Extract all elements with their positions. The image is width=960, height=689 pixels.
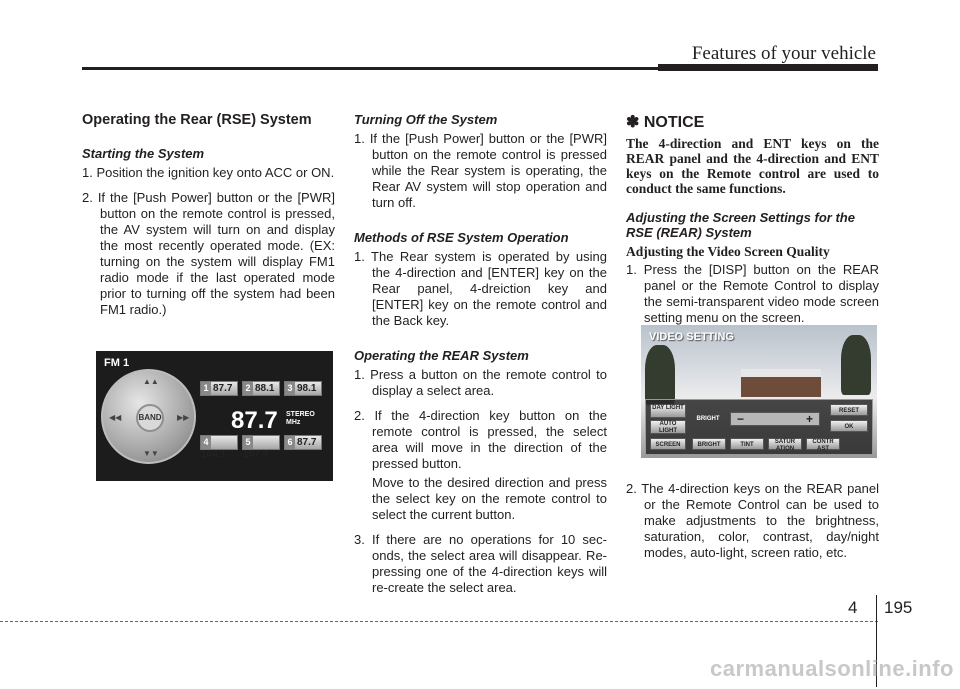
subsection-video-quality: Adjusting the Video Screen Quality <box>626 244 830 259</box>
notice-title: ✽ NOTICE <box>626 114 705 131</box>
plus-icon: + <box>805 412 813 426</box>
frequency-display: 87.7 <box>231 407 278 434</box>
notice-body: The 4-direction and ENT keys on the REAR panel and the 4-direction and ENT keys on the Remote control are used to conduct the same functions. <box>626 136 879 196</box>
list-item: 2. If the 4-direction key button on the remote control is pressed, the select area will move in the direction of the pressed button. <box>354 408 607 471</box>
list-item: 1. Position the ignition key onto ACC or ON. <box>82 165 335 180</box>
bright-tab: BRIGHT <box>692 438 726 450</box>
contrast-tab: CONTR AST <box>806 438 840 450</box>
tint-tab: TINT <box>730 438 764 450</box>
list-item: 1. Press a button on the remote control to display a select area. <box>354 367 607 398</box>
preset-button: 6 87.7 <box>284 435 322 450</box>
day-light-button: DAY LIGHT <box>650 404 686 418</box>
video-setting-image <box>641 325 877 458</box>
band-button: BAND <box>136 404 164 432</box>
house-shape <box>741 369 821 397</box>
prev-icon: ◀◀ <box>109 413 122 422</box>
subsection-starting: Starting the System <box>82 146 205 161</box>
footer-rule <box>0 621 878 622</box>
next-icon: ▶▶ <box>177 413 190 422</box>
running-header: Features of your vehicle <box>691 43 876 64</box>
bright-label: BRIGHT <box>696 416 720 422</box>
list-item: 2. If the [Push Power] button or the [PWR] button on the remote control is pressed, the AV system will turn on and display the most recently operated mode. (EX: turning on the system will display FM1 radio mode if the last operated mode prior to turning off the system had been FM1 radio.) <box>82 190 335 317</box>
minus-icon: − <box>737 412 745 426</box>
radio-screen-image <box>96 351 333 481</box>
section-number: 4 <box>848 598 858 617</box>
video-setting-title: VIDEO SETTING <box>649 331 734 343</box>
bright-slider <box>730 412 820 426</box>
list-item-continuation: Move to the desired direction and press the select key on the remote control to select the current button. <box>372 475 607 522</box>
auto-light-button: AUTO LIGHT <box>650 420 686 434</box>
subsection-operating: Operating the REAR System <box>354 348 529 363</box>
preset-button: 3 98.1 <box>284 381 322 396</box>
preset-button: 4104.1 <box>200 435 238 450</box>
page-number: 195 <box>884 598 913 617</box>
band-label: FM 1 <box>104 357 130 369</box>
watermark: carmanualsonline.info <box>710 656 954 681</box>
video-control-panel <box>645 399 873 455</box>
preset-button: 5107.9 <box>242 435 280 450</box>
stereo-indicator: STEREO MHz <box>286 411 315 426</box>
subsection-adjusting: Adjusting the Screen Settings for the RSE (REAR) System <box>626 210 855 240</box>
ok-button: OK <box>830 420 868 432</box>
list-item: 3. If there are no operations for 10 sec-onds, the select area will disappear. Re-pressing one of the 4-direction keys will re-create the select area. <box>354 532 607 595</box>
preset-button: 1 87.7 <box>200 381 238 396</box>
preset-button: 2 88.1 <box>242 381 280 396</box>
header-rule-accent <box>658 64 878 71</box>
up-arrow-icon: ▲▲ <box>143 377 159 386</box>
list-item: 1. Press the [DISP] button on the REAR panel or the Remote Control to display the semi-transparent video mode screen setting menu on the screen. <box>626 262 879 325</box>
subsection-methods: Methods of RSE System Operation <box>354 230 569 245</box>
saturation-tab: SATUR ATION <box>768 438 802 450</box>
control-dial <box>101 369 196 464</box>
tree-shape <box>645 345 675 405</box>
screen-button: SCREEN <box>650 438 686 450</box>
list-item: 2. The 4-direction keys on the REAR panel or the Remote Control can be used to make adjustments to the brightness, saturation, color, contrast, day/night modes, auto-light, screen ratio, etc. <box>626 481 879 560</box>
section-title: Operating the Rear (RSE) System <box>82 112 312 128</box>
reset-button: RESET <box>830 404 868 416</box>
subsection-turning-off: Turning Off the System <box>354 112 498 127</box>
column-1 <box>82 112 335 327</box>
column-2 <box>354 112 607 605</box>
list-item: 1. The Rear system is operated by using the 4-direction and [ENTER] key on the Rear panel, 4-dreiction key and [ENTER] key on the remote control and the Back key. <box>354 249 607 328</box>
tree-shape <box>841 335 871 395</box>
down-arrow-icon: ▼▼ <box>143 449 159 458</box>
list-item: 1. If the [Push Power] button or the [PWR] button on the remote control is pressed while the Rear system is operating, the Rear AV system will stop operation and turn off. <box>354 131 607 210</box>
